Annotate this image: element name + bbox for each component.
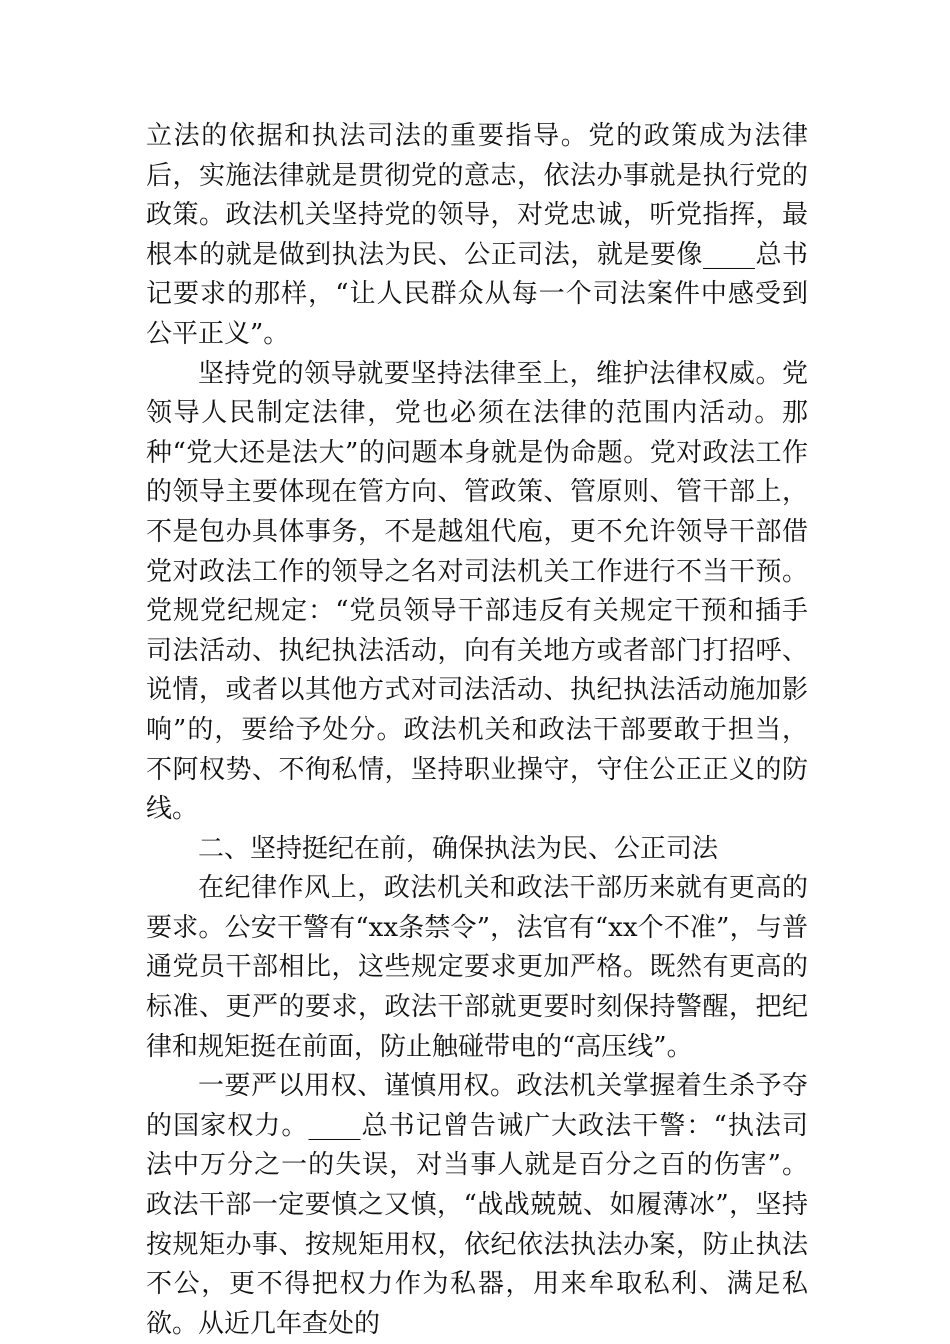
paragraph-party-leadership-law: 坚持党的领导就要坚持法律至上，维护法律权威。党领导人民制定法律，党也必须在法律的范围内活动。那种“党大还是法大”的问题本身就是伪命题。党对政法工作的领导主要体现在管方向、管政策、管原则、管干部上，不是包办具体事务，不是越俎代庖，更不允许领导干部借党对政法工作的领导之名对司法机关工作进行不当干预。党规党纪规定：“党员领导干部违反有关规定干预和插手司法活动、执纪执法活动，向有关地方或者部门打招呼、说情，或者以其他方式对司法活动、执纪执法活动施加影响”的，要给予处分。政法机关和政法干部要敢于担当，不阿权势、不徇私情，坚持职业操守，守住公正正义的防线。	[146, 358, 808, 825]
document-body	[146, 117, 808, 1344]
paragraph-discipline-style: 在纪律作风上，政法机关和政法干部历来就有更高的要求。公安干警有“xx条禁令”，法官有“xx个不准”，与普通党员干部相比，这些规定要求更加严格。既然有更高的标准、更严的要求，政法干部就更要时刻保持警醒，把纪律和规矩挺在前面，防止触碰带电的“高压线”。	[146, 873, 808, 1062]
paragraph-use-power-carefully: 一要严以用权、谨慎用权。政法机关掌握着生杀予夺的国家权力。____总书记曾告诫广大政法干警：“执法司法中万分之一的失误，对当事人就是百分之百的伤害”。政法干部一定要慎之又慎，“战战兢兢、如履薄冰”，坚持按规矩办事、按规矩用权，依纪依法执法办案，防止执法不公，更不得把权力作为私器，用来牟取私利、满足私欲。从近几年查处的	[146, 1071, 808, 1339]
paragraph-continuation: 立法的依据和执法司法的重要指导。党的政策成为法律后，实施法律就是贯彻党的意志，依法办事就是执行党的政策。政法机关坚持党的领导，对党忠诚，听党指挥，最根本的就是做到执法为民、公正司法，就是要像____总书记要求的那样，“让人民群众从每一个司法案件中感受到公平正义”。	[146, 121, 808, 349]
section-heading-two: 二、坚持挺纪在前，确保执法为民、公正司法	[198, 833, 719, 864]
